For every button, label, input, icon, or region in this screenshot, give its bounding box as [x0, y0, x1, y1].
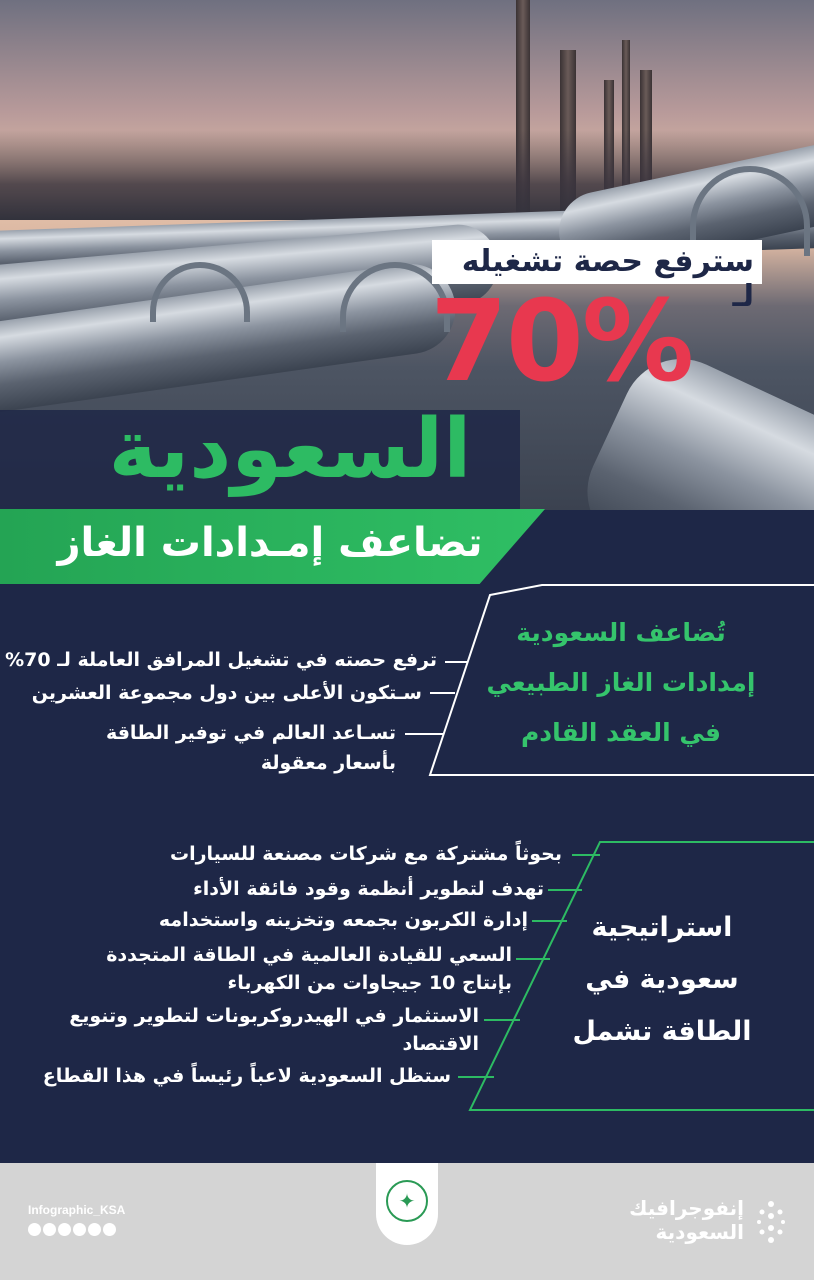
- saudi-emblem-icon: ✦: [386, 1180, 428, 1222]
- list-item: ترفع حصته في تشغيل المرافق العاملة لـ 70%: [5, 649, 437, 671]
- strategy-title-line: سعودية في: [585, 964, 739, 995]
- quote-line: إمدادات الغاز الطبيعي: [486, 668, 756, 697]
- social-handle[interactable]: Infographic_KSA: [28, 1203, 126, 1217]
- list-item: بحوثاً مشتركة مع شركات مصنعة للسيارات: [170, 843, 562, 865]
- facebook-icon[interactable]: [43, 1223, 56, 1236]
- strategy-title: [572, 902, 752, 1058]
- subtitle: تضاعف إمـدادات الغاز: [57, 520, 483, 566]
- quote-line: تُضاعف السعودية: [516, 618, 726, 647]
- list-item: الاستثمار في الهيدروكربونات لتطوير وتنويع الاقتصاد: [69, 1005, 479, 1055]
- list-item: سـتكون الأعلى بين دول مجموعة العشرين: [31, 682, 422, 704]
- headline: سترفع حصة تشغيله لـ: [461, 244, 754, 314]
- telegram-icon[interactable]: [103, 1223, 116, 1236]
- list-item: السعي للقيادة العالمية في الطاقة المتجددة بإنتاج 10 جيجاوات من الكهرباء: [106, 944, 512, 994]
- brand-logo-text: [594, 1196, 744, 1244]
- strategy-title-line: الطاقة تشمل: [572, 1016, 752, 1047]
- country-title: السعودية: [108, 402, 472, 497]
- brand-line: السعودية: [655, 1220, 744, 1244]
- list-item: إدارة الكربون بجمعه وتخزينه واستخدامه: [158, 909, 528, 931]
- list-item: تسـاعد العالم في توفير الطاقة بأسعار معقولة: [105, 722, 396, 774]
- instagram-icon[interactable]: [88, 1223, 101, 1236]
- big-percent: 70%: [429, 277, 693, 407]
- brand-line: إنفوجرافيك: [629, 1196, 744, 1220]
- strategy-title-line: استراتيجية: [591, 912, 733, 943]
- snapchat-icon[interactable]: [73, 1223, 86, 1236]
- quote-line: في العقد القادم: [520, 718, 722, 747]
- youtube-icon[interactable]: [58, 1223, 71, 1236]
- social-icons: [28, 1223, 116, 1236]
- list-item: ستظل السعودية لاعباً رئيساً في هذا القطاع: [42, 1065, 451, 1087]
- list-item: تهدف لتطوير أنظمة وقود فائقة الأداء: [193, 878, 544, 900]
- twitter-icon[interactable]: [28, 1223, 41, 1236]
- quote-text: [486, 608, 756, 758]
- brand-dots-icon: [756, 1200, 786, 1244]
